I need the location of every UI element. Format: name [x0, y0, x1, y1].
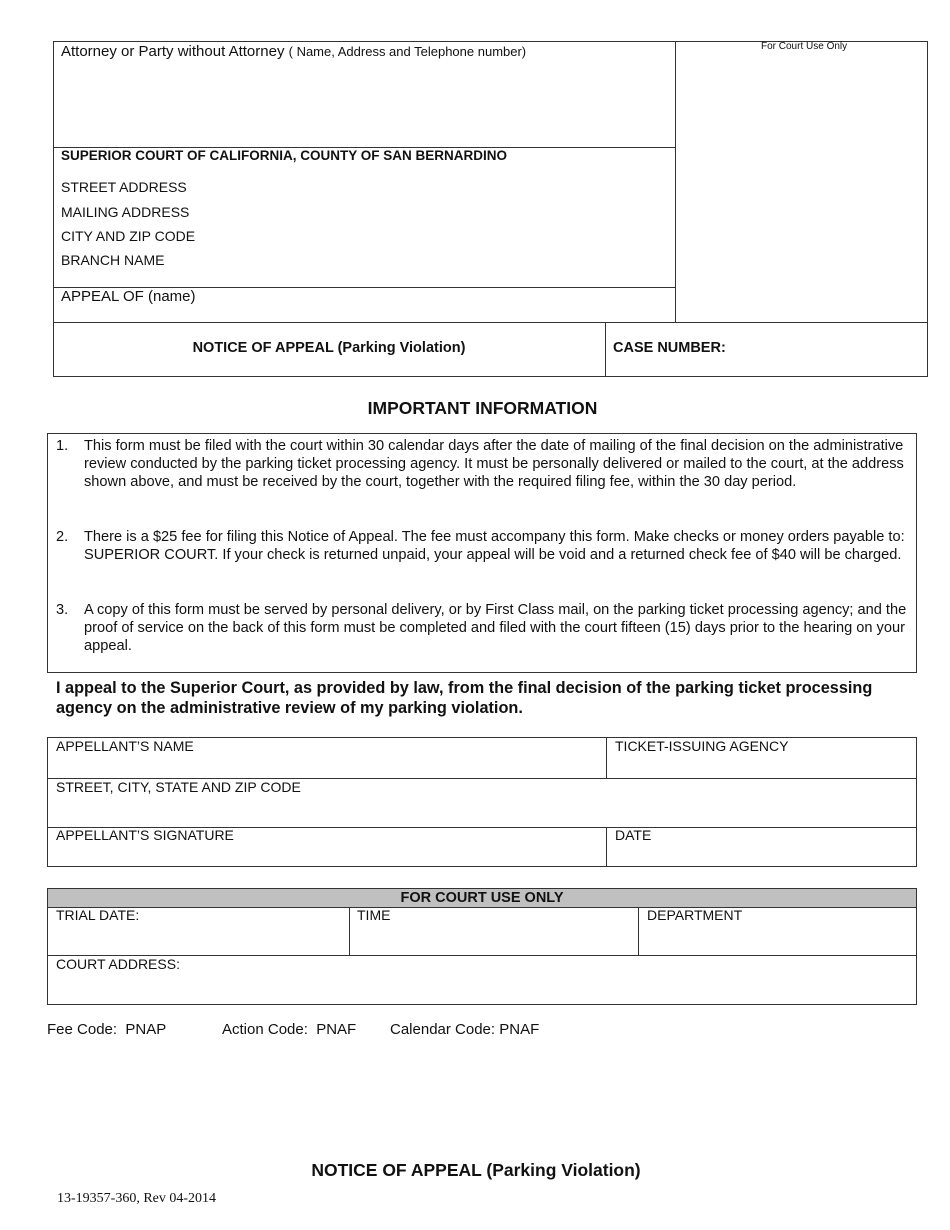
attorney-field[interactable] — [53, 41, 675, 147]
case-number-field[interactable] — [605, 322, 928, 377]
trial-date-label: TRIAL DATE: — [56, 907, 140, 923]
time-field[interactable] — [349, 907, 638, 955]
item-number: 3. — [56, 602, 69, 618]
item-number: 1. — [56, 438, 69, 454]
calendar-code: Calendar Code: PNAF — [390, 1021, 540, 1038]
appeal-declaration: I appeal to the Superior Court, as provided by law, from the final decision of the parking ticket processing agency on the administrative review of my parking violation. — [56, 679, 873, 717]
appellant-name-label: APPELLANT’S NAME — [56, 738, 194, 754]
department-field[interactable] — [638, 907, 917, 955]
fee-code: Fee Code: PNAP — [47, 1021, 167, 1038]
court-address-field[interactable] — [47, 955, 917, 1005]
form-number: 13-19357-360, Rev 04-2014 — [57, 1191, 217, 1206]
appellant-name-field[interactable] — [47, 737, 606, 778]
item-text: This form must be filed with the court within 30 calendar days after the date of mailing of the final decision on the administrative review conducted by the parking ticket processing agency. It must be personally delivered or mailed to the court, at the address shown above, and must be received by the court, together with the required filing fee, within the 30 day period. — [84, 438, 904, 490]
court-address-label: COURT ADDRESS: — [56, 956, 180, 972]
court-use-heading: FOR COURT USE ONLY — [48, 889, 916, 908]
court-use-label: For Court Use Only — [761, 41, 848, 52]
trial-date-field[interactable] — [47, 907, 349, 955]
item-text: A copy of this form must be served by personal delivery, or by First Class mail, on the parking ticket processing agency; and the proof of service on the back of this form must be completed and filed with the court fifteen (15) days prior to the hearing on your appeal. — [84, 602, 907, 654]
appeal-of-label: APPEAL OF (name) — [61, 288, 196, 305]
date-field[interactable] — [606, 827, 917, 867]
form-title: NOTICE OF APPEAL (Parking Violation) — [192, 340, 466, 356]
attorney-sublabel: ( Name, Address and Telephone number) — [288, 44, 527, 59]
address-line-mailing: MAILING ADDRESS — [61, 204, 190, 220]
ticket-agency-label: TICKET-ISSUING AGENCY — [615, 738, 789, 754]
appellant-address-label: STREET, CITY, STATE AND ZIP CODE — [56, 779, 301, 795]
court-name: SUPERIOR COURT OF CALIFORNIA, COUNTY OF SAN BERNARDINO — [61, 148, 508, 163]
address-line-branch: BRANCH NAME — [61, 252, 165, 268]
date-label: DATE — [615, 827, 652, 843]
appellant-signature-field[interactable] — [47, 827, 606, 867]
appeal-of-field[interactable] — [53, 287, 675, 322]
appellant-address-field[interactable] — [47, 778, 917, 827]
appellant-signature-label: APPELLANT’S SIGNATURE — [56, 827, 234, 843]
ticket-agency-field[interactable] — [606, 737, 917, 778]
attorney-label: Attorney or Party without Attorney — [61, 43, 285, 60]
court-use-box[interactable] — [675, 41, 928, 323]
footer-title: NOTICE OF APPEAL (Parking Violation) — [311, 1160, 641, 1180]
case-number-label: CASE NUMBER: — [613, 340, 726, 356]
item-number: 2. — [56, 529, 69, 545]
address-line-city-zip: CITY AND ZIP CODE — [61, 228, 196, 244]
address-line-street: STREET ADDRESS — [61, 179, 187, 195]
time-label: TIME — [357, 907, 391, 923]
action-code: Action Code: PNAF — [222, 1021, 357, 1038]
important-heading: IMPORTANT INFORMATION — [367, 398, 598, 418]
department-label: DEPARTMENT — [647, 907, 743, 923]
item-text: There is a $25 fee for filing this Notice of Appeal. The fee must accompany this form. Make checks or money orders payable to: SUPERIOR COURT. If your check is returned unpaid, your appeal will be void and a returned check fee of $40 will be charged. — [84, 529, 905, 563]
